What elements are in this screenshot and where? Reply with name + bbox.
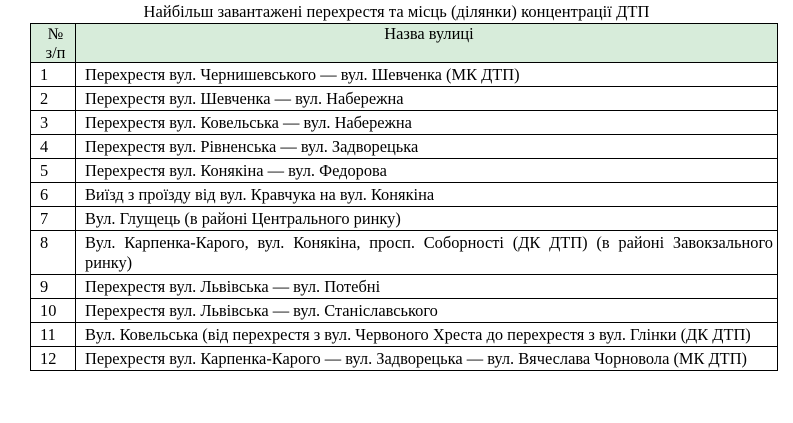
row-number-cell: 2 [31, 87, 76, 111]
street-name-cell: Перехрестя вул. Чернишевського — вул. Шевченка (МК ДТП) [76, 63, 778, 87]
row-number-cell: 6 [31, 183, 76, 207]
table-row [31, 275, 778, 299]
table-body [31, 63, 778, 371]
row-number-cell: 5 [31, 159, 76, 183]
intersections-table [30, 23, 778, 371]
street-name-cell: Вул. Карпенка-Карого, вул. Конякіна, просп. Соборності (ДК ДТП) (в районі Завокзального ринку) [76, 231, 778, 275]
table-row [31, 231, 778, 275]
street-name-cell: Перехрестя вул. Шевченка — вул. Набережна [76, 87, 778, 111]
row-number-cell: 9 [31, 275, 76, 299]
column-header-number-abbrev: з/п [45, 43, 66, 62]
row-number-cell: 4 [31, 135, 76, 159]
street-name-cell: Перехрестя вул. Карпенка-Карого — вул. Задворецька — вул. Вячеслава Чорновола (МК ДТП) [76, 347, 778, 371]
column-header-street-name: Назва вулиці [76, 24, 778, 63]
table-row [31, 63, 778, 87]
table-header [31, 24, 778, 63]
street-name-cell: Вул. Ковельська (від перехрестя з вул. Червоного Хреста до перехрестя з вул. Глінки (ДК ДТП) [76, 323, 778, 347]
column-header-number [31, 24, 76, 63]
row-number-cell: 1 [31, 63, 76, 87]
street-name-cell: Перехрестя вул. Львівська — вул. Станіславського [76, 299, 778, 323]
table-row [31, 323, 778, 347]
table-row [31, 87, 778, 111]
table-row [31, 111, 778, 135]
row-number-cell: 12 [31, 347, 76, 371]
street-name-cell: Перехрестя вул. Львівська — вул. Потебні [76, 275, 778, 299]
street-name-cell: Вул. Глущець (в районі Центрального ринку) [76, 207, 778, 231]
table-row [31, 299, 778, 323]
row-number-cell: 8 [31, 231, 76, 275]
street-name-cell: Перехрестя вул. Конякіна — вул. Федорова [76, 159, 778, 183]
table-row [31, 207, 778, 231]
table-row [31, 183, 778, 207]
row-number-cell: 10 [31, 299, 76, 323]
street-name-cell: Перехрестя вул. Ковельська — вул. Набережна [76, 111, 778, 135]
street-name-cell: Виїзд з проїзду від вул. Кравчука на вул. Конякіна [76, 183, 778, 207]
document-title: Найбільш завантажені перехрестя та місць (ділянки) концентрації ДТП [143, 2, 650, 21]
table-header-row [31, 24, 778, 63]
column-header-number-symbol: № [47, 24, 64, 43]
row-number-cell: 7 [31, 207, 76, 231]
row-number-cell: 3 [31, 111, 76, 135]
table-row [31, 135, 778, 159]
table-row [31, 159, 778, 183]
street-name-cell: Перехрестя вул. Рівненська — вул. Задворецька [76, 135, 778, 159]
table-row [31, 347, 778, 371]
row-number-cell: 11 [31, 323, 76, 347]
